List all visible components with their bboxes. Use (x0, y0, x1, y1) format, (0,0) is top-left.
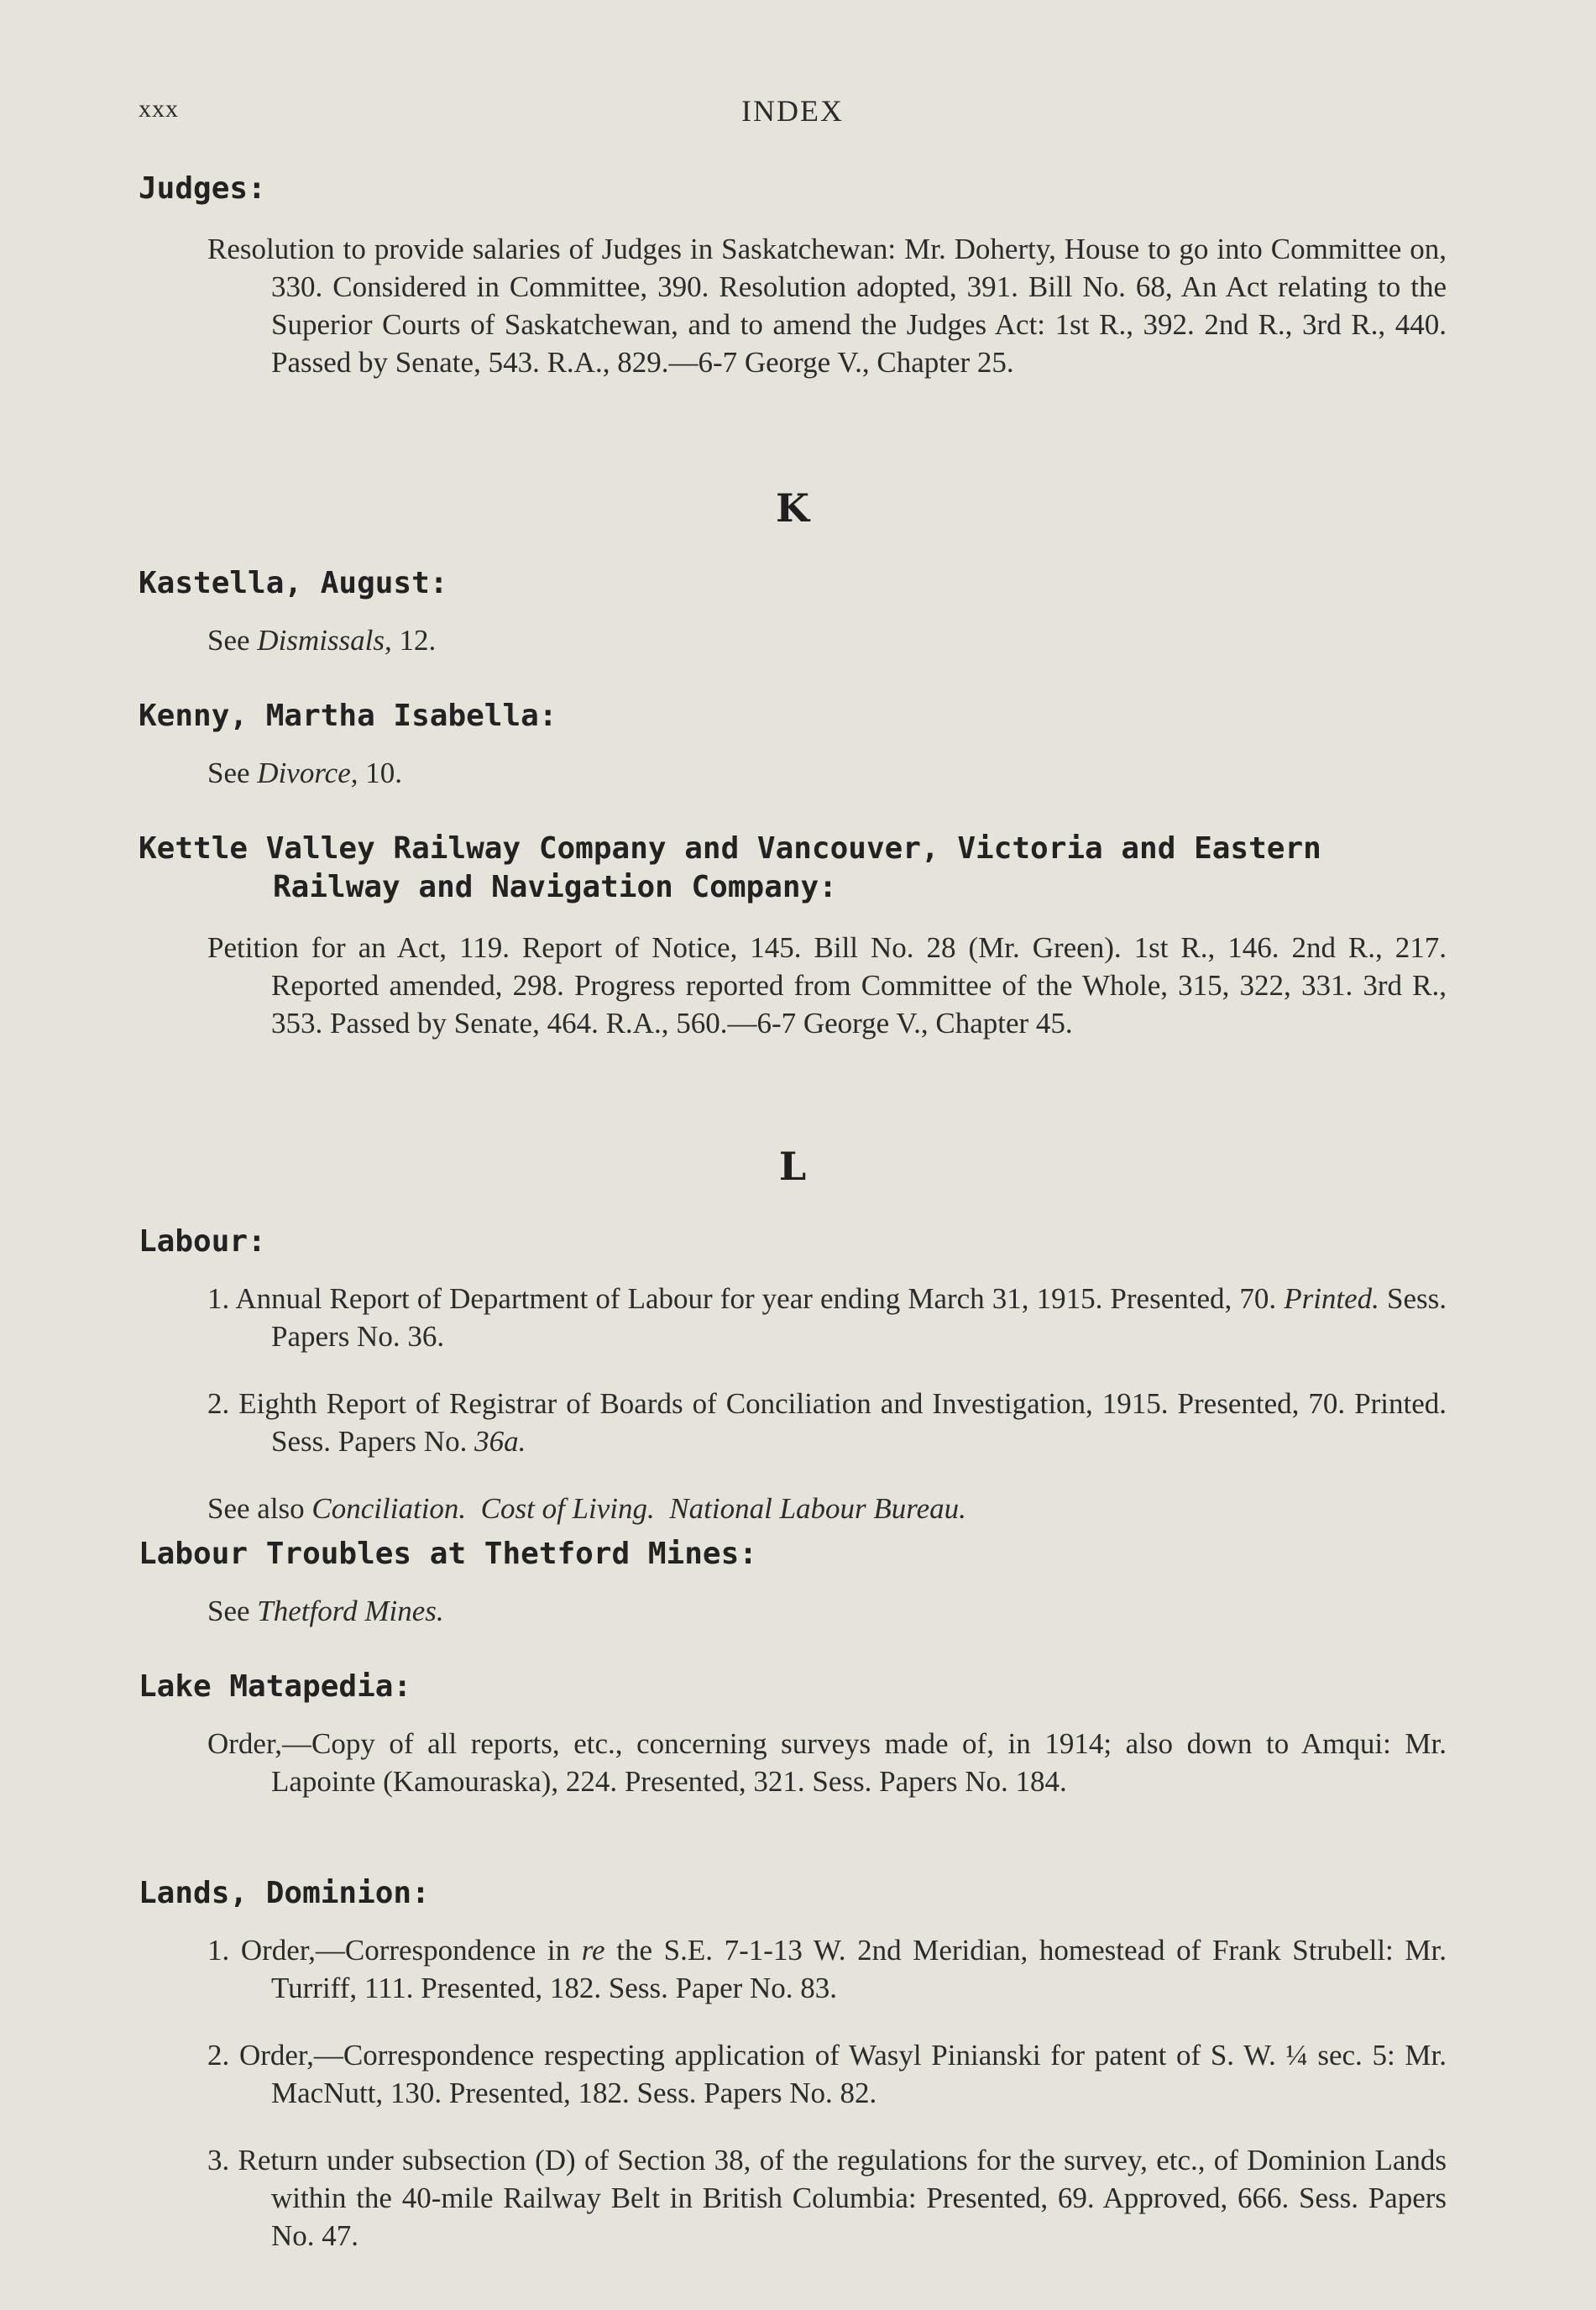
cross-reference: Dismissals, (257, 624, 392, 657)
running-head (139, 88, 1447, 139)
see-also-reference: See also Conciliation. Cost of Living. National Labour Bureau. (207, 1492, 966, 1525)
entry-heading: Kettle Valley Railway Company and Vancouver, Victoria and Eastern Railway and Navigation Company: (139, 831, 1321, 904)
entry-labour-troubles (139, 1535, 1447, 1659)
see-reference: See Divorce, 10. (207, 757, 402, 789)
section-letter-l: L (778, 1144, 807, 1189)
entry-heading: Kastella, August: (139, 566, 448, 600)
entry-lake-matapedia (139, 1668, 1447, 1830)
entry-judges (139, 170, 1447, 411)
entry-item-2: 2. Order,—Correspondence respecting application of Wasyl Pinianski for patent of S. W. ¼ sec. 5: Mr. MacNutt, 130. Presented, 182. Sess. Papers No. 82. (207, 2039, 1447, 2109)
cross-reference: Cost of Living. (480, 1492, 655, 1525)
entry-kastella (139, 564, 1447, 689)
entry-heading: Kenny, Martha Isabella: (139, 699, 557, 733)
page-title: INDEX (741, 94, 844, 128)
entry-labour (139, 1223, 1447, 1557)
cross-reference: Thetford Mines. (257, 1595, 444, 1627)
page-number: xxx (139, 95, 179, 123)
entry-text: Resolution to provide salaries of Judges in Saskatchewan: Mr. Doherty, House to go into Committee on, 330. Considered in Committee, 390. Resolution adopted, 391. Bill No. 68, An Act relating to the Superior Courts of Saskatchewan, and to amend the Judges Act: 1st R., 392. 2nd R., 3rd R., 440. Passed by Senate, 543. R.A., 829.—6-7 George V., Chapter 25. (207, 233, 1447, 379)
entry-item-1: 1. Annual Report of Department of Labour for year ending March 31, 1915. Presented, 70. Printed. Sess. Papers No. 36. (207, 1282, 1447, 1353)
entry-heading: Judges: (139, 171, 266, 206)
section-letter-k: K (776, 485, 809, 531)
cross-reference: Conciliation. (311, 1492, 467, 1525)
entry-item-1: 1. Order,—Correspondence in re the S.E. 7-1-13 W. 2nd Meridian, homestead of Frank Strubell: Mr. Turriff, 111. Presented, 182. Sess. Paper No. 83. (207, 1934, 1447, 2004)
entry-lands-dominion (139, 1874, 1447, 2284)
entry-heading: Lands, Dominion: (139, 1876, 430, 1910)
see-reference: See Thetford Mines. (207, 1595, 444, 1627)
entry-heading: Labour: (139, 1224, 266, 1259)
entry-heading: Lake Matapedia: (139, 1669, 412, 1704)
cross-reference: Divorce, (257, 757, 358, 789)
cross-reference: National Labour Bureau. (669, 1492, 966, 1525)
entry-heading: Labour Troubles at Thetford Mines: (139, 1537, 757, 1571)
entry-kenny (139, 697, 1447, 821)
entry-text: Petition for an Act, 119. Report of Notice, 145. Bill No. 28 (Mr. Green). 1st R., 146. 2nd R., 217. Reported amended, 298. Progress reported from Committee of the Whole, 315, 322, 331. 3rd R., 353. Passed by Senate, 464. R.A., 560.—6-7 George V., Chapter 45. (207, 931, 1447, 1040)
entry-kettle-valley (139, 830, 1447, 1071)
entry-item-2: 2. Eighth Report of Registrar of Boards of Conciliation and Investigation, 1915. Presented, 70. Printed. Sess. Papers No. 36a. (207, 1387, 1447, 1458)
entry-text: Order,—Copy of all reports, etc., concerning surveys made of, in 1914; also down to Amqui: Mr. Lapointe (Kamouraska), 224. Presented, 321. Sess. Papers No. 184. (207, 1727, 1447, 1798)
entry-item-3: 3. Return under subsection (D) of Section 38, of the regulations for the survey, etc., of Dominion Lands within the 40-mile Railway Belt in British Columbia: Presented, 69. Approved, 666. Sess. Papers No. 47. (207, 2144, 1447, 2252)
see-reference: See Dismissals, 12. (207, 624, 437, 657)
